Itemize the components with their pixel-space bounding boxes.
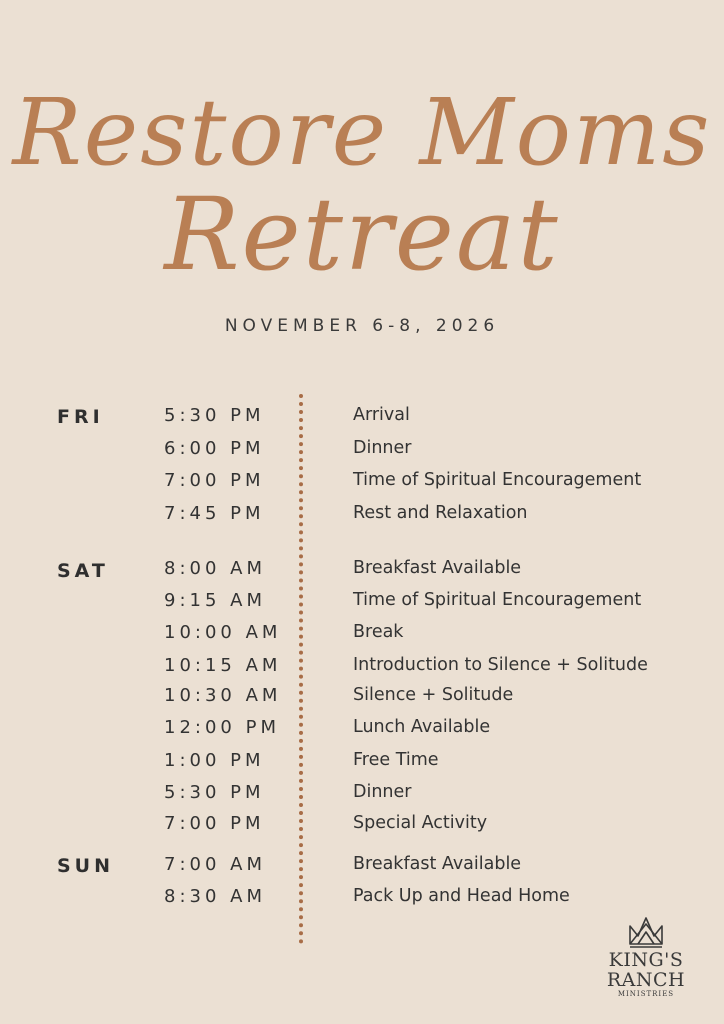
schedule-row <box>0 438 724 470</box>
schedule-event: Breakfast Available <box>353 854 522 874</box>
schedule-time: 12:00 PM <box>164 717 280 738</box>
schedule-row <box>0 854 724 886</box>
schedule-event: Arrival <box>353 405 410 425</box>
kings-ranch-logo <box>596 914 696 998</box>
schedule-row <box>0 782 724 814</box>
schedule-time: 9:15 AM <box>164 590 266 611</box>
page-title-line1: Restore Moms <box>12 79 712 186</box>
day-label-fri: FRI <box>57 406 104 428</box>
schedule-event: Lunch Available <box>353 717 491 737</box>
schedule-time: 8:00 AM <box>164 558 266 579</box>
schedule-event: Dinner <box>353 438 412 458</box>
event-date: NOVEMBER 6-8, 2026 <box>224 316 500 336</box>
schedule-time: 7:00 AM <box>164 854 266 875</box>
schedule-time: 10:00 AM <box>164 622 282 643</box>
schedule-row <box>0 503 724 535</box>
schedule-row <box>0 622 724 654</box>
day-label-sat: SAT <box>57 560 109 582</box>
schedule-event: Rest and Relaxation <box>353 503 528 523</box>
schedule-row <box>0 685 724 717</box>
schedule-event: Free Time <box>353 750 439 770</box>
schedule-row <box>0 750 724 782</box>
schedule-event: Dinner <box>353 782 412 802</box>
schedule-time: 5:30 PM <box>164 782 265 803</box>
logo-line1: KING'S <box>608 949 684 971</box>
schedule-time: 5:30 PM <box>164 405 265 426</box>
schedule-event: Special Activity <box>353 813 488 833</box>
crown-icon <box>626 914 666 950</box>
schedule-time: 10:15 AM <box>164 655 282 676</box>
schedule-time: 10:30 AM <box>164 685 282 706</box>
schedule-event: Time of Spiritual Encouragement <box>353 590 642 610</box>
schedule-row <box>0 813 724 845</box>
day-label-sun: SUN <box>57 855 115 877</box>
schedule-event: Breakfast Available <box>353 558 522 578</box>
schedule-row <box>0 470 724 502</box>
schedule-row <box>0 655 724 687</box>
schedule-time: 7:00 PM <box>164 470 265 491</box>
schedule-time: 6:00 PM <box>164 438 265 459</box>
schedule-row <box>0 558 724 590</box>
schedule-event: Pack Up and Head Home <box>353 886 570 906</box>
schedule-time: 7:45 PM <box>164 503 265 524</box>
schedule-time: 8:30 AM <box>164 886 266 907</box>
schedule-row <box>0 405 724 437</box>
schedule-row <box>0 717 724 749</box>
schedule-event: Silence + Solitude <box>353 685 514 705</box>
schedule-event: Time of Spiritual Encouragement <box>353 470 642 490</box>
logo-line3: MINISTRIES <box>617 990 675 998</box>
schedule-event: Break <box>353 622 404 642</box>
schedule-time: 7:00 PM <box>164 813 265 834</box>
logo-line2: RANCH <box>606 969 686 991</box>
schedule-event: Introduction to Silence + Solitude <box>353 655 648 675</box>
schedule-row <box>0 590 724 622</box>
schedule-time: 1:00 PM <box>164 750 265 771</box>
page-title-line2: Retreat <box>164 176 560 293</box>
